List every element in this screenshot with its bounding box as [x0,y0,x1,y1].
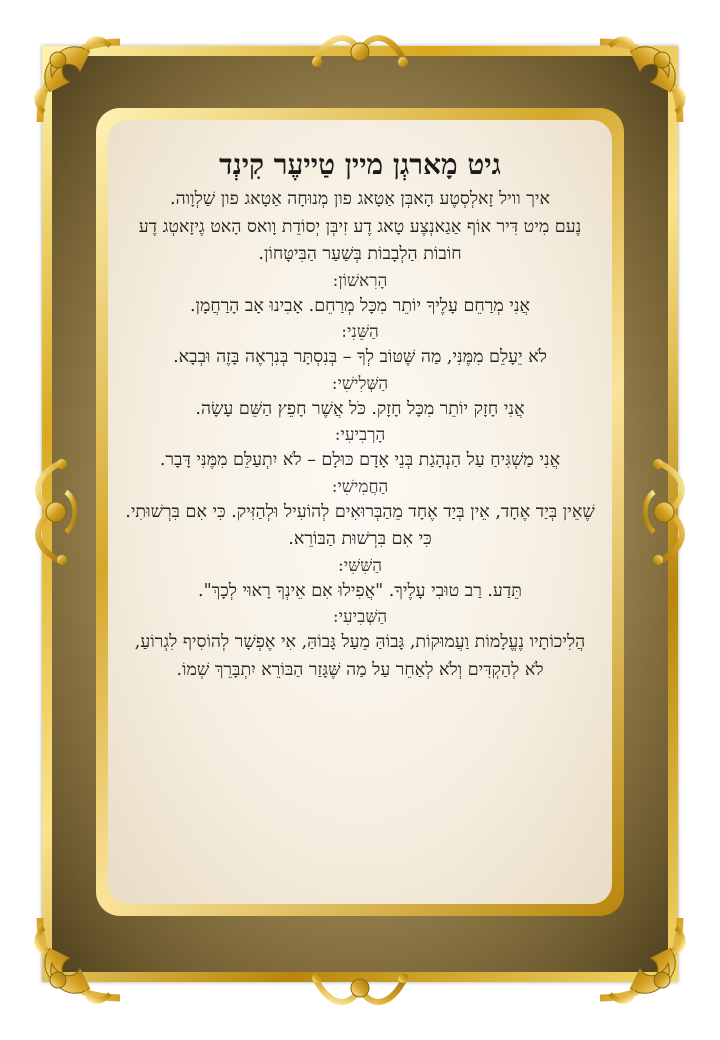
side-ornament-icon [634,452,698,572]
section-text-3: אֲנִי חָזָק יוֹתֵר מִכָּל חָזָק. כֹּל אֲשֶׁר חָפֵץ הַשֵּׁם עָשָׂה. [195,398,525,419]
section-heading-1: הָרִאשׁוֹן: [332,270,388,291]
page-title: גיט מָארגְן מיין טַייעֶר קִינְד [219,148,501,181]
corner-ornament-icon [30,908,130,1008]
section-heading-7: הַשְּׁבִיעִי: [332,607,388,627]
section-heading-6: הַשִּׁשִּׁי: [337,555,383,576]
intro-paragraph-2: נֶעם מִיט דִּיר אוֹף אַגַאנְצֶע טָאג דֶע זִיבְּן יְסוֹדֵת וָואס הָאט גֶיזָאטְג דֶע חוֹבוֹת הַלְבָבוֹת בְּשַׁעַר הַבִּיטָּחוֹן. [138,216,582,264]
section-heading-5: הַחֲמִישִׁי: [331,476,389,497]
corner-ornament-icon [30,32,130,132]
section-text-1: אֲנִי מְרַחֵם עָלֶיךָ יוֹתֵר מִכָּל מְרַחֵם. אָבִינוּ אָב הָרַחֲמָן. [189,295,531,316]
section-text-5: שֶׁאֵין בְּיַד אֶחָד, אֵין בְּיַד אֶחָד מֵהַבְּרוּאִים לְהוֹעִיל וּלְהַזִּיק. כִּי אִם בִּרְשׁוּתִי. כִּי אִם בִּרְשׁוּת הַבּוֹרֵא. [125,501,595,549]
intro-paragraph-1: איך וויל זָאלְסְטֶע הָאבְּן אַטָאג פון מְנוּחָה אַטָאג פון שַׁלְוָוה. [170,189,550,209]
section-text-2: לֹא יֵעָלֵם מִמֶּנִּי, מַה שֶּׁטּוֹב לְךָ – בְּנִסְתָּר בְּנִרְאֶה בָּזֶה וּבְבָא. [173,347,547,367]
top-ornament-icon [305,22,415,78]
side-ornament-icon [22,452,86,572]
corner-ornament-icon [590,908,690,1008]
section-text-6: תֵּדַע. רַב טוּבִי עָלֶיךָ. "אֲפִילוּ אִם אֵינְךָ רָאוּי לְכָךְ". [198,580,522,601]
corner-ornament-icon [590,32,690,132]
bottom-ornament-icon [305,962,415,1018]
section-heading-3: הַשְּׁלִישִׁי: [331,373,389,394]
document-body [124,136,596,896]
section-heading-2: הַשֵּׁנִי: [341,322,379,342]
section-text-7: הֲלִיכוֹתָיו נֶעֱלָמוֹת וַעֲמוּקוֹת, גָּבוֹהַּ מֵעַל גָּבוֹהַּ, אִי אֶפְשָׁר לְהוֹסִיף לִגְרוֹעַ, לֹא לְהַקְדִּים וְלֹא לְאַחֵר עַל מַה שֶּׁגָּזַר הַבּוֹרֵא יִתְבָּרֵךְ שְׁמוֹ. [134,632,586,680]
section-text-4: אֲנִי מַשְׁגִּיחַ עַל הַנְהָגַת בְּנֵי אָדָם כּוּלָם – לֹא יִתְעַלֵּם מִמֶּנִּי דָּבָר. [159,450,561,470]
section-heading-4: הָרְבִיעִי: [334,425,386,445]
